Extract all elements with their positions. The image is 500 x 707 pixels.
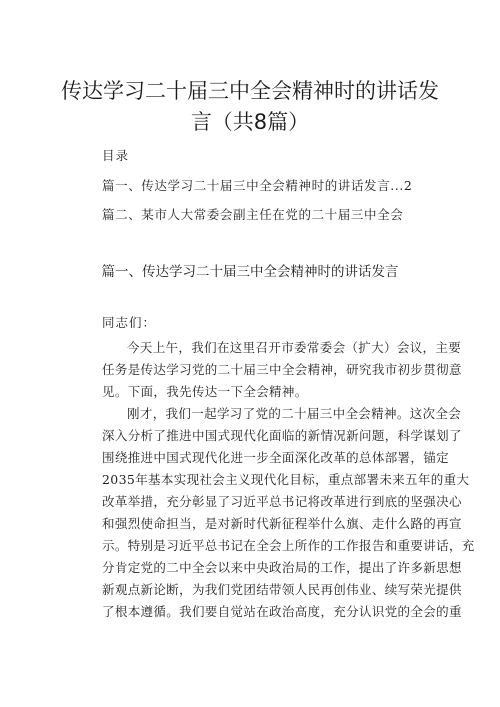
paragraph-line: 了根本遵循。我们要自觉站在政治高度，充分认识党的全会的重 [102,604,462,619]
document-title-line-1: 传达学习二十届三中全会精神时的讲话发 [61,79,439,103]
paragraph-line: 新观点新论断，为我们党团结带领人民再创伟业、续写荣光提供 [102,582,462,597]
paragraph-line: 示。特别是习近平总书记在全会上所作的工作报告和重要讲话，充 [102,538,475,553]
paragraph-line: 和强烈使命担当，是对新时代新征程举什么旗、走什么路的再宣 [102,516,462,531]
paragraph-line: 围绕推进中国式现代化进一步全面深化改革的总体部署，锚定 [102,450,449,465]
toc-item-1[interactable]: 篇一、传达学习二十届三中全会精神时的讲话发言...2 [102,178,413,193]
paragraph-line: 见。下面，我先传达一下全会精神。 [102,384,308,399]
document-title-line-2: 言（共8篇） [190,110,310,134]
paragraph-line: 今天上午，我们在这里召开市委常委会（扩大）会议，主要 [127,340,462,355]
paragraph-line: 2035年基本实现社会主义现代化目标，重点部署未来五年的重大 [102,472,470,487]
section-heading: 篇一、传达学习二十届三中全会精神时的讲话发言 [101,264,399,280]
paragraph-line: 深入分析了推进中国式现代化面临的新情况新问题，科学谋划了 [102,428,462,443]
paragraph-line: 分肯定党的二中全会以来中央政治局的工作，提出了许多新思想 [102,560,462,575]
document-title [60,76,440,138]
paragraph-1 [102,337,462,403]
salutation: 同志们： [102,315,157,330]
paragraph-line: 任务是传达学习党的二十届三中全会精神，研究我市初步贯彻意 [102,362,462,377]
paragraph-line: 刚才，我们一起学习了党的二十届三中全会精神。这次全会 [127,406,462,421]
paragraph-2 [102,403,475,623]
toc-heading: 目录 [102,148,130,163]
paragraph-line: 改革举措，充分彰显了习近平总书记将改革进行到底的坚强决心 [102,494,462,509]
toc-item-2[interactable]: 篇二、某市人大常委会副主任在党的二十届三中全会 [102,207,404,222]
